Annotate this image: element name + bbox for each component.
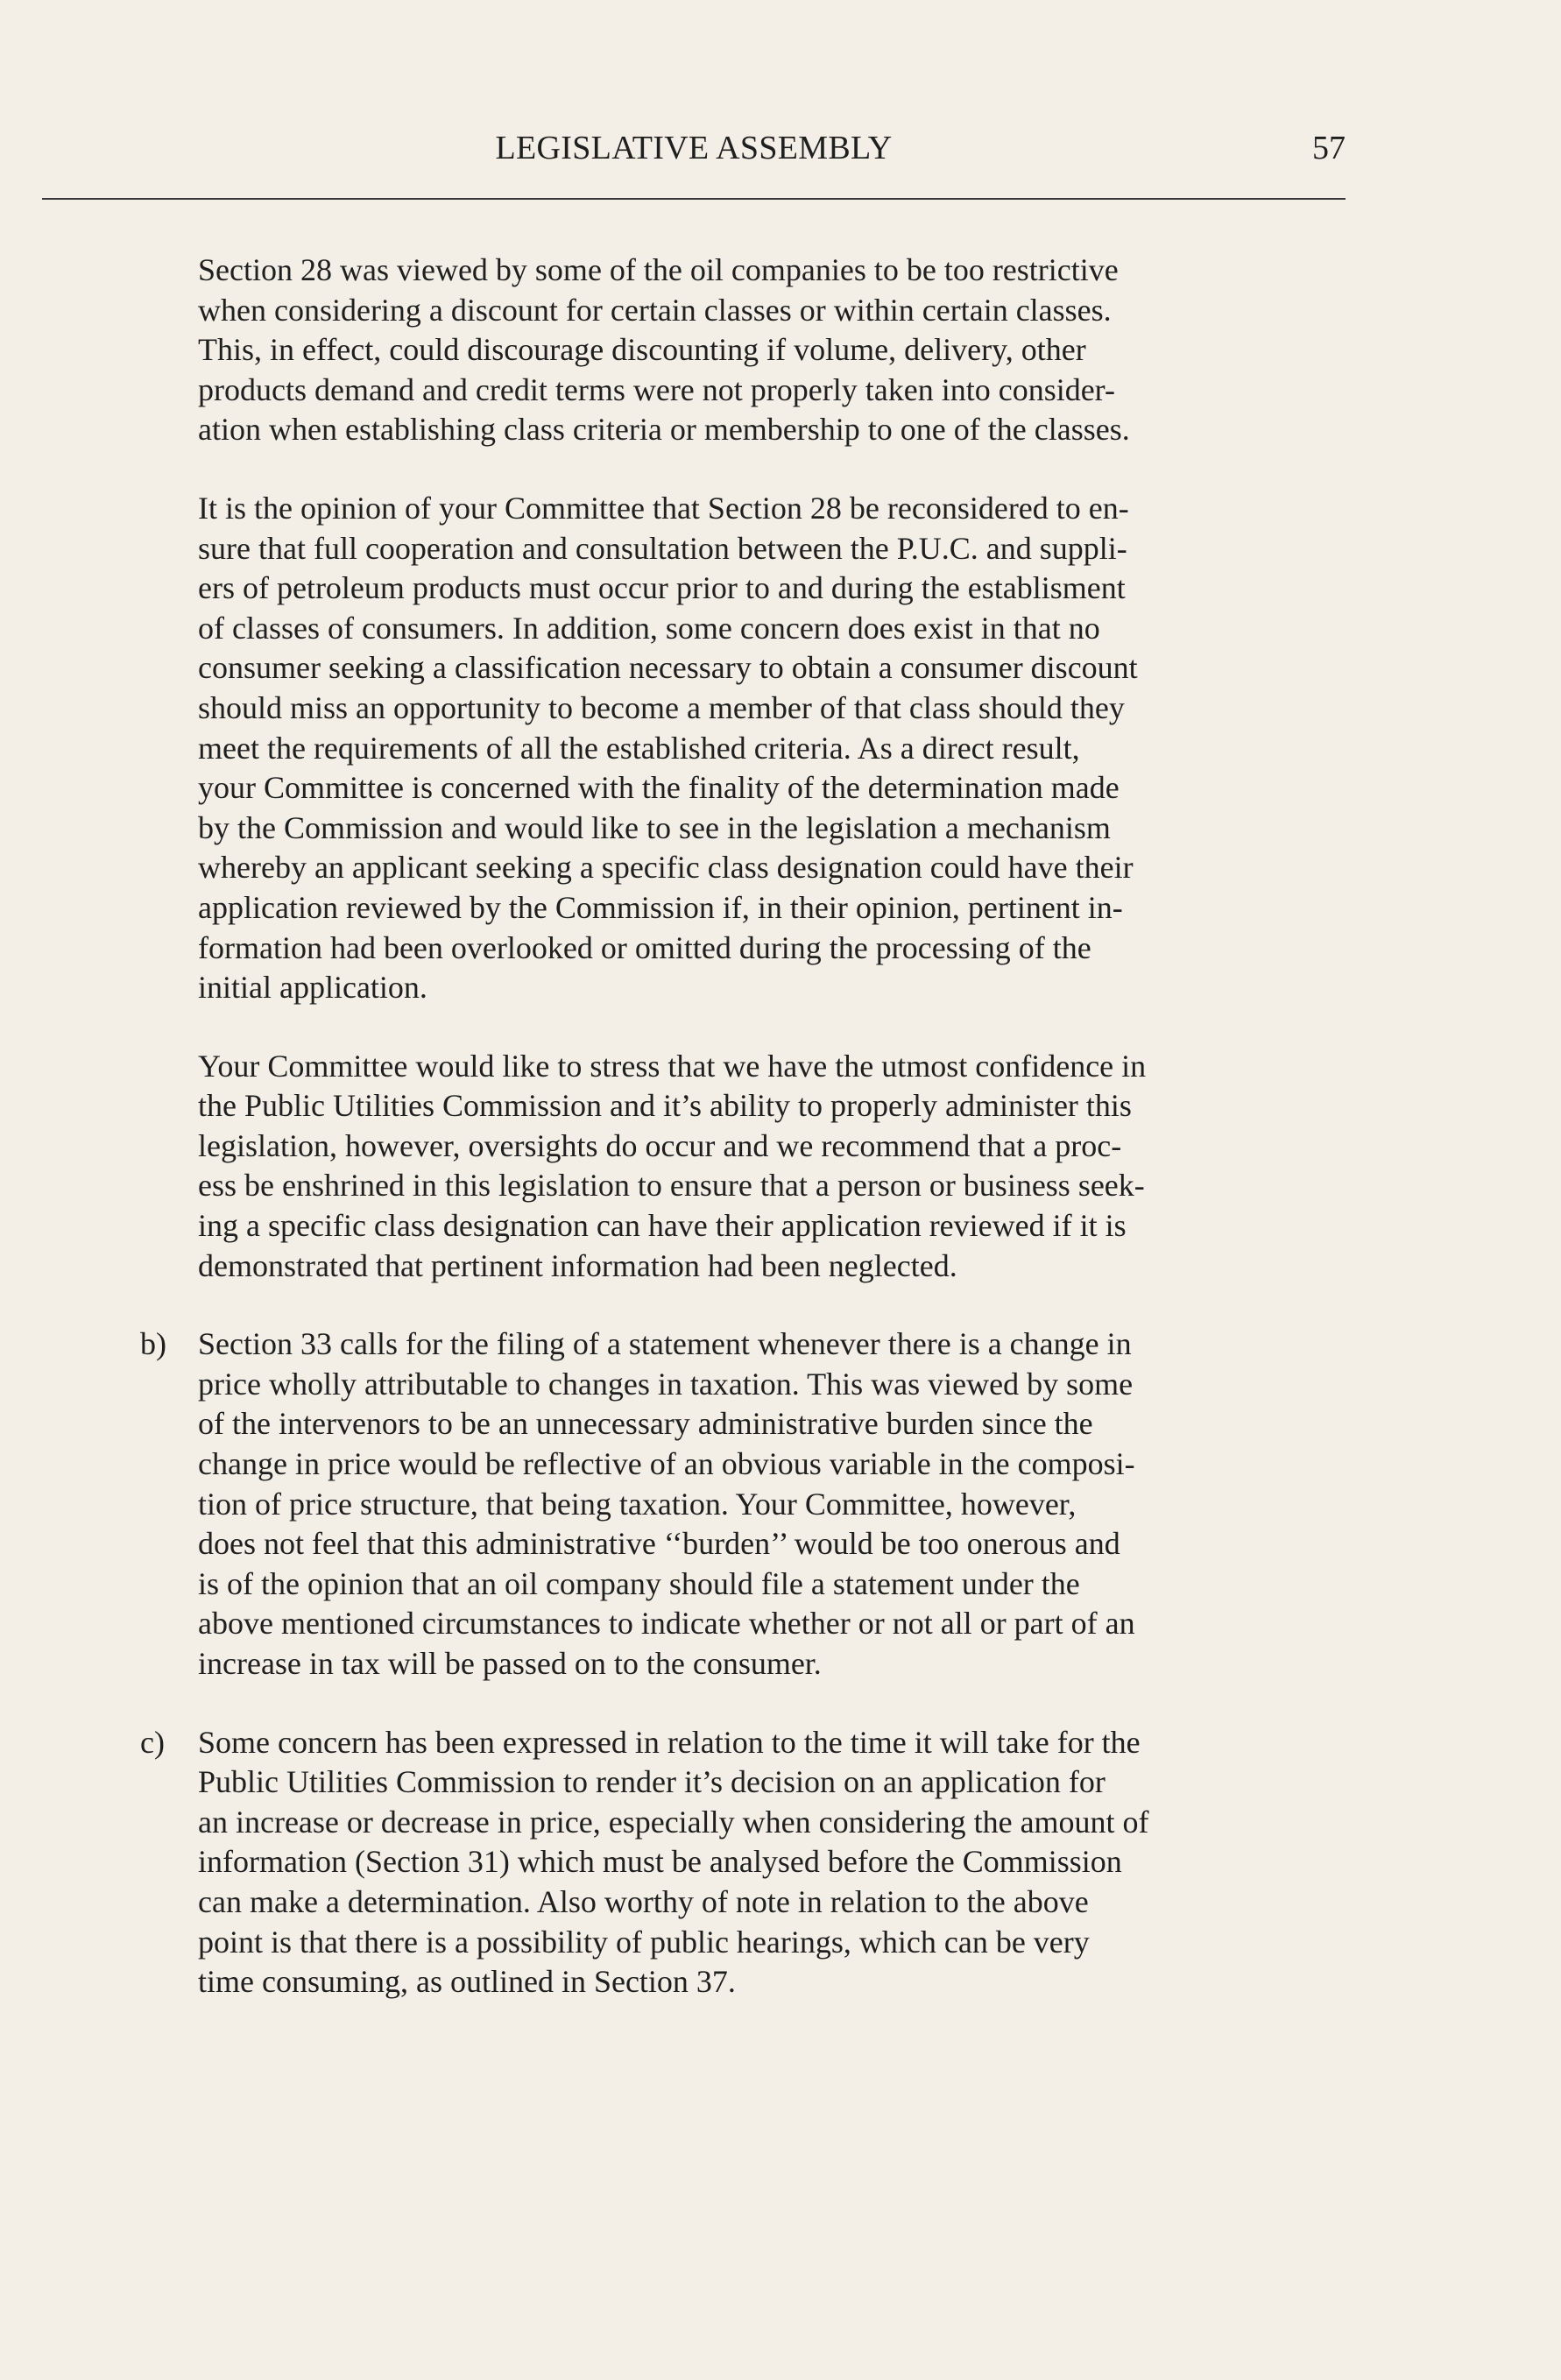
body-paragraph — [198, 251, 1346, 450]
text-line: whereby an applicant seeking a specific class designation could have their — [198, 850, 1134, 886]
text-line: Public Utilities Commission to render it’s decision on an application for — [198, 1764, 1105, 1800]
text-line: ing a specific class designation can have their application reviewed if it is — [198, 1208, 1127, 1244]
text-line: is of the opinion that an oil company should file a statement under the — [198, 1565, 1080, 1601]
text-line: information (Section 31) which must be analysed before the Commission — [198, 1844, 1122, 1880]
text-line: change in price would be reflective of an obvious variable in the composi- — [198, 1446, 1135, 1482]
text-line: This, in effect, could discourage discounting if volume, delivery, other — [198, 332, 1086, 368]
text-line: price wholly attributable to changes in taxation. This was viewed by some — [198, 1366, 1134, 1402]
list-item-text — [198, 1324, 1346, 1684]
text-line: Section 28 was viewed by some of the oil companies to be too restrictive — [198, 252, 1119, 287]
text-line: application reviewed by the Commission if, in their opinion, pertinent in- — [198, 889, 1123, 925]
text-line: Some concern has been expressed in relation to the time it will take for the — [198, 1724, 1141, 1760]
text-line: consumer seeking a classification necessary to obtain a consumer discount — [198, 650, 1138, 686]
text-line: point is that there is a possibility of public hearings, which can be very — [198, 1924, 1090, 1960]
text-line: time consuming, as outlined in Section 37. — [198, 1964, 736, 2000]
text-line: can make a determination. Also worthy of note in relation to the above — [198, 1883, 1089, 1919]
text-line: tion of price structure, that being taxation. Your Committee, however, — [198, 1486, 1077, 1522]
text-line: legislation, however, oversights do occur and we recommend that a proc- — [198, 1127, 1122, 1163]
body-text — [140, 251, 1346, 2041]
page-number: 57 — [1312, 130, 1346, 166]
list-item — [140, 1324, 1346, 1684]
list-item-label: b) — [140, 1326, 166, 1362]
text-line: meet the requirements of all the established criteria. As a direct result, — [198, 730, 1080, 766]
list-item-text — [198, 1723, 1346, 2002]
text-line: an increase or decrease in price, especially when considering the amount of — [198, 1804, 1149, 1840]
text-line: demonstrated that pertinent information had been neglected. — [198, 1247, 957, 1283]
text-line: does not feel that this administrative ‘‘burden’’ would be too onerous and — [198, 1526, 1120, 1562]
text-line: above mentioned circumstances to indicate whether or not all or part of an — [198, 1606, 1135, 1642]
text-line: It is the opinion of your Committee that Section 28 be reconsidered to en- — [198, 490, 1129, 526]
text-line: of classes of consumers. In addition, some concern does exist in that no — [198, 610, 1100, 646]
text-line: should miss an opportunity to become a member of that class should they — [198, 689, 1125, 725]
text-line: of the intervenors to be an unnecessary administrative burden since the — [198, 1406, 1093, 1442]
text-line: Your Committee would like to stress that we have the utmost confidence in — [198, 1048, 1147, 1084]
text-line: by the Commission and would like to see in the legislation a mechanism — [198, 809, 1111, 845]
text-line: increase in tax will be passed on to the consumer. — [198, 1646, 822, 1681]
text-line: your Committee is concerned with the finality of the determination made — [198, 770, 1120, 806]
text-line: ation when establishing class criteria or membership to one of the classes. — [198, 412, 1130, 448]
body-paragraph — [198, 489, 1346, 1008]
text-line: products demand and credit terms were not properly taken into consider- — [198, 371, 1115, 407]
text-line: Section 33 calls for the filing of a statement whenever there is a change in — [198, 1326, 1132, 1362]
text-line: when considering a discount for certain classes or within certain classes. — [198, 292, 1112, 328]
running-header — [42, 124, 1346, 172]
header-title: LEGISLATIVE ASSEMBLY — [495, 130, 893, 166]
list-item-label: c) — [140, 1724, 165, 1760]
text-line: ess be enshrined in this legislation to ensure that a person or business seek- — [198, 1168, 1145, 1204]
text-line: the Public Utilities Commission and it’s ability to properly administer this — [198, 1088, 1132, 1124]
text-line: sure that full cooperation and consultation between the P.U.C. and suppli- — [198, 530, 1127, 566]
text-line: initial application. — [198, 970, 427, 1006]
body-paragraph — [198, 1047, 1346, 1287]
text-line: ers of petroleum products must occur prior to and during the establisment — [198, 570, 1126, 606]
header-rule — [42, 198, 1346, 200]
text-line: formation had been overlooked or omitted during the processing of the — [198, 929, 1091, 965]
list-item — [140, 1723, 1346, 2002]
